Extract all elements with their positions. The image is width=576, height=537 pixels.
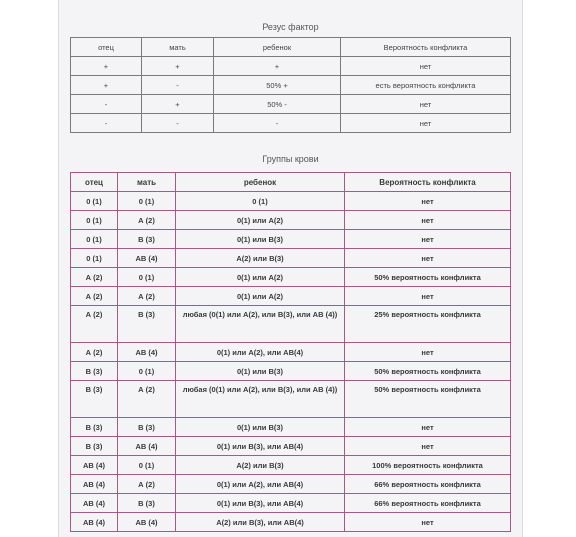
- header-child: ребенок: [214, 38, 341, 57]
- cell-child: 0(1) или А(2), или АВ(4): [176, 475, 345, 494]
- table-row: [71, 343, 511, 362]
- cell-father: +: [71, 57, 142, 76]
- cell-mother: В (3): [118, 306, 176, 343]
- table-row: [71, 57, 511, 76]
- table-row: [71, 192, 511, 211]
- cell-child: любая (0(1) или А(2), или В(3), или АВ (4)): [176, 381, 345, 418]
- table-row: [71, 211, 511, 230]
- cell-father: А (2): [71, 306, 118, 343]
- cell-conflict: нет: [345, 418, 511, 437]
- header-conflict: Вероятность конфликта: [345, 173, 511, 192]
- cell-child: 0(1) или А(2), или АВ(4): [176, 343, 345, 362]
- cell-father: 0 (1): [71, 211, 118, 230]
- cell-mother: В (3): [118, 230, 176, 249]
- cell-conflict: нет: [341, 114, 511, 133]
- cell-conflict: нет: [345, 192, 511, 211]
- table-row: [71, 418, 511, 437]
- cell-mother: +: [142, 57, 214, 76]
- cell-conflict: 50% вероятность конфликта: [345, 268, 511, 287]
- cell-father: АВ (4): [71, 456, 118, 475]
- cell-child: А(2) или В(3): [176, 249, 345, 268]
- cell-mother: АВ (4): [118, 249, 176, 268]
- content-panel: [58, 0, 523, 537]
- cell-mother: В (3): [118, 418, 176, 437]
- header-conflict: Вероятность конфликта: [341, 38, 511, 57]
- cell-mother: -: [142, 114, 214, 133]
- table-row: [71, 513, 511, 532]
- cell-father: 0 (1): [71, 249, 118, 268]
- cell-child: 0(1) или А(2): [176, 287, 345, 306]
- cell-conflict: 100% вероятность конфликта: [345, 456, 511, 475]
- table-row: [71, 249, 511, 268]
- cell-father: 0 (1): [71, 192, 118, 211]
- cell-mother: 0 (1): [118, 362, 176, 381]
- cell-child: 0(1) или В(3), или АВ(4): [176, 437, 345, 456]
- cell-conflict: нет: [345, 513, 511, 532]
- cell-father: В (3): [71, 418, 118, 437]
- cell-child: +: [214, 57, 341, 76]
- cell-mother: +: [142, 95, 214, 114]
- cell-conflict: есть вероятность конфликта: [341, 76, 511, 95]
- rhesus-table-caption: Резус фактор: [262, 22, 319, 32]
- blood-group-table: [70, 172, 511, 532]
- cell-father: А (2): [71, 343, 118, 362]
- cell-mother: АВ (4): [118, 343, 176, 362]
- blood-header-row: [71, 173, 511, 192]
- cell-father: А (2): [71, 287, 118, 306]
- cell-mother: А (2): [118, 475, 176, 494]
- cell-father: В (3): [71, 362, 118, 381]
- cell-conflict: нет: [345, 249, 511, 268]
- table-row: [71, 268, 511, 287]
- cell-father: А (2): [71, 268, 118, 287]
- cell-child: 0(1) или А(2): [176, 268, 345, 287]
- cell-conflict: нет: [341, 95, 511, 114]
- cell-mother: АВ (4): [118, 437, 176, 456]
- cell-father: АВ (4): [71, 475, 118, 494]
- cell-father: АВ (4): [71, 494, 118, 513]
- header-mother: мать: [142, 38, 214, 57]
- header-child: ребенок: [176, 173, 345, 192]
- blood-table-caption: Группы крови: [262, 154, 319, 164]
- header-father: отец: [71, 173, 118, 192]
- cell-conflict: 66% вероятность конфликта: [345, 494, 511, 513]
- header-mother: мать: [118, 173, 176, 192]
- cell-father: В (3): [71, 381, 118, 418]
- cell-conflict: нет: [345, 437, 511, 456]
- cell-conflict: нет: [345, 230, 511, 249]
- cell-conflict: 50% вероятность конфликта: [345, 362, 511, 381]
- cell-mother: А (2): [118, 211, 176, 230]
- cell-mother: А (2): [118, 287, 176, 306]
- cell-child: 50% -: [214, 95, 341, 114]
- table-row: [71, 287, 511, 306]
- table-row: [71, 230, 511, 249]
- cell-father: +: [71, 76, 142, 95]
- cell-conflict: нет: [345, 211, 511, 230]
- cell-conflict: 66% вероятность конфликта: [345, 475, 511, 494]
- cell-father: 0 (1): [71, 230, 118, 249]
- cell-child: 0(1) или В(3): [176, 362, 345, 381]
- cell-mother: 0 (1): [118, 268, 176, 287]
- cell-child: 50% +: [214, 76, 341, 95]
- cell-father: В (3): [71, 437, 118, 456]
- cell-conflict: нет: [345, 287, 511, 306]
- rhesus-table: [70, 37, 511, 133]
- cell-mother: -: [142, 76, 214, 95]
- cell-child: -: [214, 114, 341, 133]
- cell-conflict: 50% вероятность конфликта: [345, 381, 511, 418]
- cell-child: 0 (1): [176, 192, 345, 211]
- cell-father: АВ (4): [71, 513, 118, 532]
- cell-mother: АВ (4): [118, 513, 176, 532]
- table-row: [71, 475, 511, 494]
- cell-conflict: нет: [341, 57, 511, 76]
- cell-child: 0(1) или В(3): [176, 230, 345, 249]
- cell-child: любая (0(1) или А(2), или В(3), или АВ (4)): [176, 306, 345, 343]
- cell-father: -: [71, 114, 142, 133]
- cell-child: А(2) или В(3): [176, 456, 345, 475]
- cell-mother: 0 (1): [118, 456, 176, 475]
- table-row: [71, 494, 511, 513]
- cell-child: А(2) или В(3), или АВ(4): [176, 513, 345, 532]
- cell-conflict: 25% вероятность конфликта: [345, 306, 511, 343]
- cell-child: 0(1) или В(3), или АВ(4): [176, 494, 345, 513]
- cell-conflict: нет: [345, 343, 511, 362]
- table-row: [71, 114, 511, 133]
- header-father: отец: [71, 38, 142, 57]
- cell-child: 0(1) или В(3): [176, 418, 345, 437]
- cell-mother: А (2): [118, 381, 176, 418]
- table-row: [71, 76, 511, 95]
- cell-child: 0(1) или А(2): [176, 211, 345, 230]
- table-row: [71, 306, 511, 343]
- table-row: [71, 456, 511, 475]
- table-row: [71, 362, 511, 381]
- cell-mother: 0 (1): [118, 192, 176, 211]
- table-row: [71, 95, 511, 114]
- rhesus-header-row: [71, 38, 511, 57]
- cell-father: -: [71, 95, 142, 114]
- table-row: [71, 381, 511, 418]
- cell-mother: В (3): [118, 494, 176, 513]
- table-row: [71, 437, 511, 456]
